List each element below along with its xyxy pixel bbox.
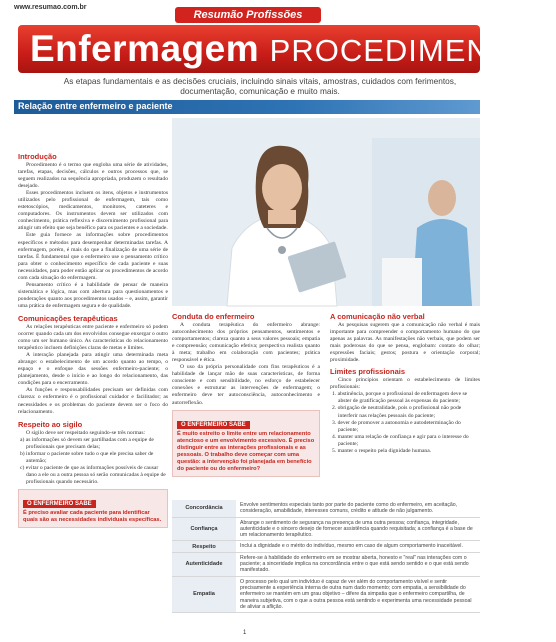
title-main: Enfermagem	[30, 28, 260, 69]
subtitle: As etapas fundamentais e as decisões cruciais, incluindo sinais vitais, amostras, cuidados com ferimentos, documentação, comunicação e muito mais.	[63, 76, 457, 96]
terms-table	[172, 500, 480, 613]
limits-list	[330, 391, 480, 454]
intro-paragraph: Este guia fornece as informações sobre procedimentos específicos e métodos para desempenhar determinadas tarefas. A enfermagem, porém, é mais do que a finalização de uma série de tarefas. É fundamental que o enfermeiro use o pensamento crítico para obter o conhecimento específico de cada paciente e suas necessidades, para poder então aplicar os procedimentos de acordo com cada situação do enfermagem.	[18, 232, 168, 281]
nurse-photo	[172, 118, 480, 306]
list-item: c) evitar o paciente de que as informações possíveis de causar dano a ele ou a outra pessoa só serão comunicadas à equipe de profissionais quando necessário.	[20, 464, 166, 485]
conduct-text	[172, 322, 320, 407]
sigilo-intro	[18, 430, 168, 437]
title-banner	[18, 25, 556, 73]
term-cell: Confiança	[172, 517, 236, 541]
section-title: Relação entre enfermeiro e paciente	[18, 101, 173, 111]
left-column	[18, 152, 168, 528]
table-row	[172, 500, 480, 517]
callout-text: É preciso avaliar cada paciente para identificar quais são as necessidades individuais específicas.	[23, 509, 162, 523]
title-sub: PROCEDIMENTOS	[269, 33, 556, 68]
table-row	[172, 576, 480, 612]
list-item: b) informar o paciente sobre tudo o que ele precisa saber de antemão;	[20, 450, 154, 464]
limits-intro-text: Cinco princípios orientam o estabelecimento de limites profissionais:	[330, 377, 480, 391]
callout-heading: O ENFERMEIRO SABE	[177, 421, 250, 429]
list-item: 3. dever de promover a autonomia e autodeterminação do paciente;	[332, 419, 461, 433]
definition-cell: Refere-se à habilidade do enfermeiro em se mostrar aberta, honesto e "real" nas interações com o paciente; a sinceridade implica na concordância entre o que está sendo sentido e o que está sendo manifestado.	[236, 552, 480, 576]
sigilo-intro-text: O sigilo deve ser respeitado seguindo-se três normas:	[26, 429, 146, 436]
definition-cell: Abrange o sentimento de segurança na presença de uma outra pessoa; confiança, integridade, autenticidade e o sincero desejo de fornecer assistência quando requisitada; a confiança é a base de um relacionamento terapêutico.	[236, 517, 480, 541]
nonverbal-text	[330, 322, 480, 364]
intro-paragraph: Pensamento crítico é a habilidade de pensar de maneira sistemática e lógica, mas com abertura para questionamentos e ponderações quanto aos procedimentos usados – e, assim, garantir uma prática de enfermagem segura e de qualidade.	[18, 281, 168, 309]
intro-text	[18, 162, 168, 310]
comm-paragraph: A interação planejada para atingir uma determinada meta abrange: o estabelecimento de um acordo quanto ao tempo, o espaço e o enfoque das sessões enfermeiro-paciente; o planejamento, desde o início e ao longo do relacionamento, das condições para o encerramento.	[18, 352, 168, 387]
comm-heading: Comunicações terapêuticas	[18, 313, 118, 323]
nurse-knows-callout	[172, 410, 320, 477]
list-item: a) as informações só devem ser partilhadas com a equipe de profissionais que precisam delas;	[20, 436, 154, 450]
sigilo-list	[18, 437, 168, 486]
nonverbal-heading: A comunicação não verbal	[330, 312, 425, 321]
term-cell: Empatia	[172, 576, 236, 612]
list-item: 4. manter uma relação de confiança e agir para o interesse do paciente;	[332, 433, 469, 447]
callout-text: É muito estreito o limite entre um relacionamento atencioso e um envolvimento excessivo. É preciso distinguir entre as interações profissionais e as pessoais. O trabalho deve começar com uma questão: a intervenção foi planejada em benefício do paciente ou do enfermeiro?	[177, 430, 315, 472]
list-item: 1. abstinência, porque o profissional de enfermagem deve se abster de gratificação pessoal às expensas do paciente;	[332, 391, 468, 405]
section-header	[14, 100, 480, 114]
definition-cell: Inclui a dignidade e o mérito do indivíduo, mesmo em caso de algum comportamento inaceitável.	[236, 541, 480, 552]
term-cell: Respeito	[172, 541, 236, 552]
brand-badge: Resumão Profissões	[175, 7, 321, 23]
page-title	[30, 28, 556, 70]
conduct-paragraph: A conduta terapêutica do enfermeiro abrange: autoconhecimento dos próprios pensamentos, sentimentos e comportamentos; clareza quanto a seus valores pessoais; empatia e compreensão; comunicação efetiva; perspectiva realista quanto à meta; trabalho em colaboração com pacientes; prática responsável e ética.	[172, 322, 320, 364]
comm-paragraph: As funções e responsabilidades precisam ser definidas com clareza: o enfermeiro é o profissional cuidador e facilitador; as necessidades e os problemas do paciente devem ser o foco do relacionamento.	[18, 387, 168, 415]
list-item: 5. manter o respeito pela dignidade humana.	[332, 447, 432, 454]
intro-paragraph: Procedimento é o termo que engloba uma série de atividades, tarefas, etapas, decisões, cálculos e outros processos que, se seguem realizados na sequência apropriada, produzem o resultado desejado.	[18, 162, 168, 190]
term-cell: Autenticidade	[172, 552, 236, 576]
conduct-heading: Conduta do enfermeiro	[172, 312, 255, 321]
comm-paragraph: As relações terapêuticas entre paciente e enfermeiro só podem ocorrer quando cada um dos envolvidos consegue enxergar o outro como um ser humano único. As características do relacionamento terapêutico incluem definições claras de metas e limites.	[18, 323, 168, 352]
sigilo-heading: Respeito ao sigilo	[18, 419, 83, 429]
limits-intro	[330, 377, 480, 391]
middle-column	[172, 312, 320, 477]
definition-cell: O processo pelo qual um indivíduo é capaz de ver além do comportamento visível e sentir precisamente a experiência interna de outra num dado momento; com empatia, a sensibilidade do enfermeiro se mantém em um grau objetivo – difere da simpatia que o enfermeiro compartilha, de maneira subjetiva, com o que a outra pessoa está sentindo e experimenta uma necessidade pessoal de aliviar a aflição.	[236, 576, 480, 612]
intro-paragraph: Esses procedimentos incluem os itens, objetos e instrumentos utilizados pelo profissional de enfermagem, tais como estetoscópios, medicamentos, monitores, cateteres e computadores. Os instrumentos devem ser utilizados com conhecimento, prática reflexiva e discernimento profissional para atingir um efeito que seja benéfico para os pacientes e a sociedade.	[18, 190, 168, 232]
intro-heading: Introdução	[18, 152, 57, 161]
conduct-paragraph: O uso da própria personalidade com fins terapêuticos é a habilidade de lançar mão de suas características, de forma consciente e com sensibilidade, no esforço de estabelecer conexões e estruturar as intervenções de enfermagem; o enfermeiro deve ter autoconsciência, autoconhecimento e autorreflexão.	[172, 364, 320, 406]
site-url[interactable]: www.resumao.com.br	[14, 4, 87, 11]
table-row	[172, 541, 480, 552]
list-item: 2. obrigação de neutralidade, pois o profissional não pode interferir nas relações pessoais do paciente;	[332, 405, 462, 419]
table-row	[172, 552, 480, 576]
nurse-knows-callout	[18, 489, 168, 528]
nonverbal-paragraph: As pesquisas sugerem que a comunicação não verbal é mais importante para compreender o comportamento humano do que apenas as palavras. As manifestações não verbais, que podem ser mais poderosas do que se pensa, englobam: contato do olhar; expressões faciais; gestos; postura e orientação corporal; proximidade.	[330, 322, 480, 364]
nurse-illustration	[172, 118, 480, 306]
table-row	[172, 517, 480, 541]
right-column	[330, 312, 480, 455]
page-number: 1	[243, 630, 247, 636]
callout-heading: O ENFERMEIRO SABE	[23, 500, 96, 508]
comm-text	[18, 324, 168, 416]
term-cell: Concordância	[172, 500, 236, 517]
limits-heading: Limites profissionais	[330, 367, 406, 377]
definition-cell: Envolve sentimentos especiais tanto por parte do paciente como do enfermeiro, em aceitação, consideração, amabilidade, interesses comuns, crédito e atitude de não julgamento.	[236, 500, 480, 517]
